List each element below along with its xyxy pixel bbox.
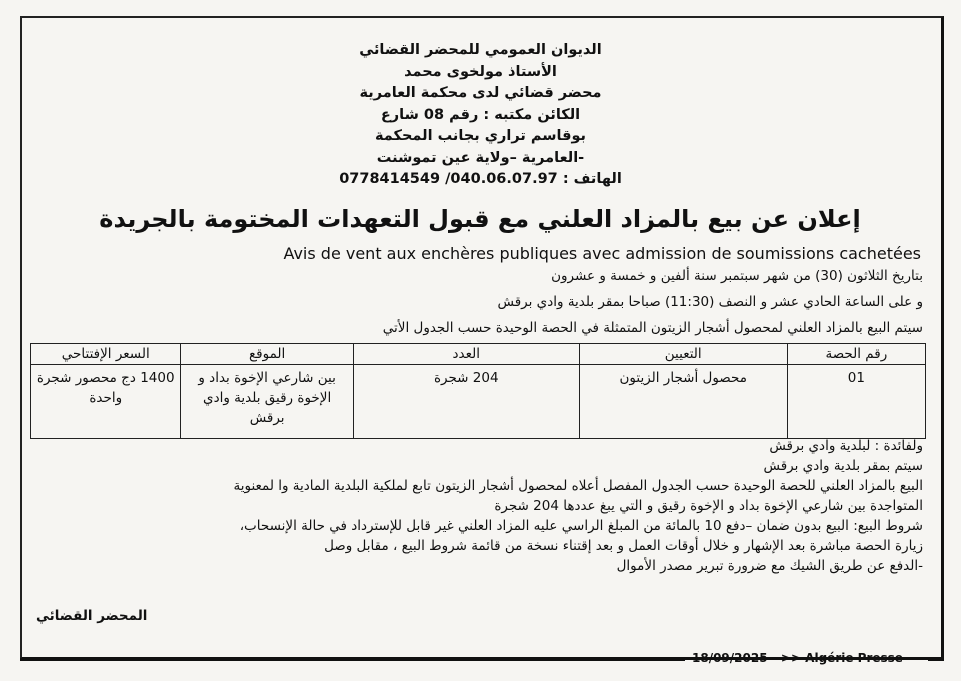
body-line: المتواجدة بين شارعي الإخوة بداد و الإخوة رقيق و التي يبغ عددها 204 شجرة — [494, 498, 923, 514]
body-line: شروط البيع: البيع بدون ضمان –دفع 10 بالمائة من المبلغ الراسي عليه المزاد العلني غير قابل للإسترداد في حالة الإنسحاب، — [239, 518, 923, 534]
header-quantity: العدد — [353, 344, 579, 365]
body-line: سيتم بمقر بلدية وادي برقش — [763, 458, 923, 474]
header-price: السعر الإفتتاحي — [31, 344, 181, 365]
signature: المحضر القضائي — [36, 608, 148, 624]
footer-rule — [928, 658, 944, 661]
office-line: الكائن مكتبه : رقم 08 شارع — [380, 106, 581, 123]
phone-numbers: 0778414549 /040.06.07.97 — [339, 171, 558, 187]
sale-date-line: بتاريخ الثلاثون (30) من شهر سبتمبر سنة ألفين و خمسة و عشرون — [551, 268, 923, 284]
cell-quantity: 204 شجرة — [353, 365, 579, 439]
table-header-row — [31, 344, 926, 365]
header-lot: رقم الحصة — [787, 344, 925, 365]
notice-title-arabic: إعلان عن بيع بالمزاد العلني مع قبول التعهدات المختومة بالجريدة — [99, 205, 861, 233]
header-designation: التعيين — [579, 344, 787, 365]
bailiff-office-header — [0, 40, 961, 191]
office-line: الديوان العمومي للمحضر القضائي — [359, 42, 602, 58]
cell-price: 1400 دج محصور شجرة واحدة — [31, 365, 181, 439]
notice-title-french: Avis de vent aux enchères publiques avec admission de soumissions cachetées — [283, 244, 921, 263]
notice-body — [38, 436, 923, 576]
office-line: بوقاسم تراري بجانب المحكمة — [375, 128, 586, 144]
table-intro-line: سيتم البيع بالمزاد العلني لمحصول أشجار الزيتون المتمثلة في الحصة الوحيدة حسب الجدول الأتي — [382, 320, 923, 336]
footer-source: 18/09/2025 - >> Algérie Presse — [692, 651, 903, 665]
office-line: -العامرية –ولاية عين تموشنت — [376, 149, 585, 166]
footer — [20, 650, 944, 670]
sale-time-line: و على الساعة الحادي عشر و النصف (11:30) صباحا بمقر بلدية وادي برقش — [497, 294, 923, 310]
cell-location: بين شارعي الإخوة بداد و الإخوة رقيق بلدية وادي برقش — [181, 365, 353, 439]
office-line: محضر قضائي لدى محكمة العامرية — [359, 85, 602, 101]
footer-rule — [20, 658, 685, 661]
cell-designation: محصول أشجار الزيتون — [579, 365, 787, 439]
cell-lot: 01 — [787, 365, 925, 439]
body-line: ولفائدة : لبلدية وادي برقش — [769, 438, 923, 454]
header-location: الموقع — [181, 344, 353, 365]
body-line: زيارة الحصة مباشرة بعد الإشهار و خلال أوقات العمل و بعد إقتناء نسخة من قائمة شروط البيع ، مقابل وصل — [324, 538, 923, 554]
table-row — [31, 365, 926, 439]
body-line: -الدفع عن طريق الشيك مع ضرورة تبرير مصدر الأموال — [616, 558, 923, 574]
phone-label: الهاتف : — [562, 171, 622, 187]
body-line: البيع بالمزاد العلني للحصة الوحيدة حسب الجدول المفصل أعلاه لمحصول أشجار الزيتون تابع لملكية البلدية المادية وا لمعنوية — [233, 478, 923, 494]
office-line: الأستاذ مولخوى محمد — [404, 63, 557, 80]
lots-table — [30, 343, 926, 439]
office-phone — [0, 169, 961, 191]
